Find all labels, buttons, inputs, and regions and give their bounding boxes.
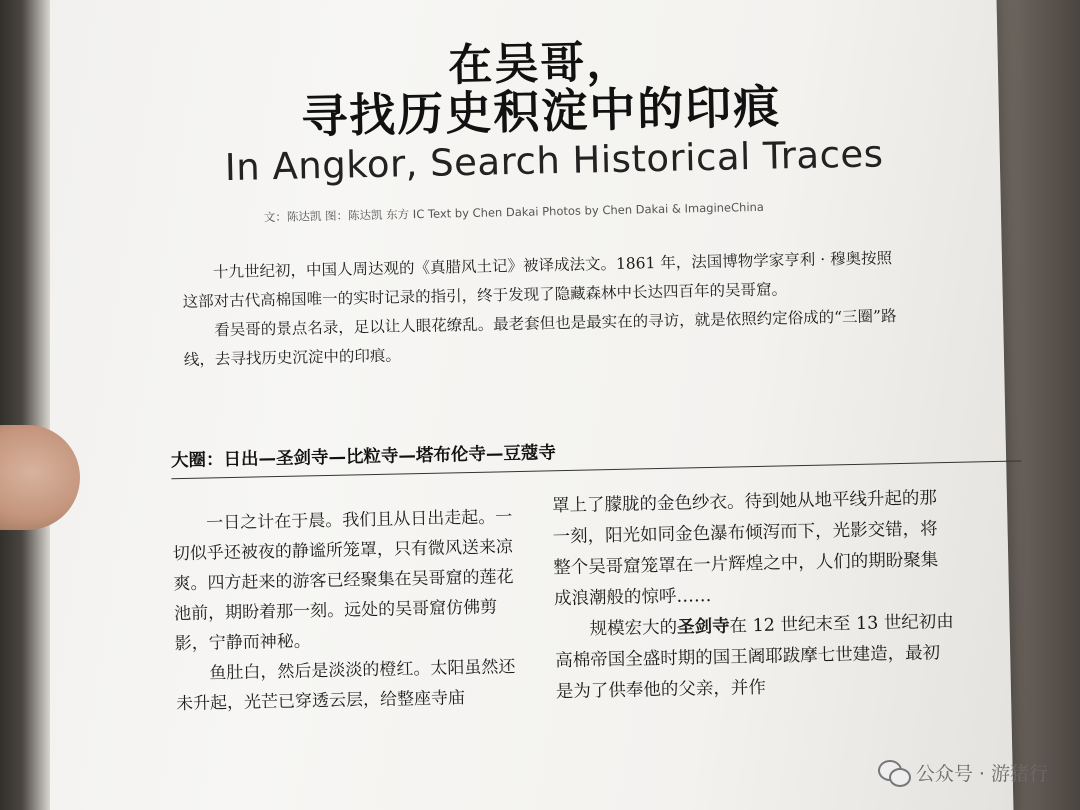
- body-paragraph: 鱼肚白，然后是淡淡的橙红。太阳虽然还未升起，光芒已穿透云层，给整座寺庙: [175, 657, 516, 715]
- book-spine-edge: [0, 0, 50, 810]
- intro-paragraph: 看吴哥的景点名录，足以让人眼花缭乱。最老套但也是最实在的寻访，就是依照约定俗成的“三圈”路线，去寻找历史沉淀中的印痕。: [183, 307, 897, 369]
- watermark: [878, 759, 1048, 786]
- magazine-page: [21, 0, 1013, 810]
- intro-text: [182, 244, 904, 375]
- text-run: 在 12 世纪末至 13 世纪初由高棉帝国全盛时期的国王阇耶跋摩七世建造，最初是为了供奉他的父亲，并作: [555, 611, 955, 703]
- title-cn-line2: 寻找历史积淀中的印痕: [300, 79, 782, 144]
- title-cn-line1: 在吴哥，: [447, 36, 633, 92]
- text-run: 规模宏大的: [589, 617, 678, 640]
- highlight-term: 圣剑寺: [676, 616, 730, 638]
- right-column: [552, 483, 956, 708]
- credits: 文：陈达凯 图：陈达凯 东方 IC Text by Chen Dakai Photos by Chen Dakai & ImagineChina: [263, 199, 765, 225]
- left-column: [172, 502, 516, 719]
- body-paragraph: 罩上了朦胧的金色纱衣。待到她从地平线升起的那一刻，阳光如同金色瀑布倾泻而下，光影交错，将整个吴哥窟笼罩在一片辉煌之中，人们的期盼聚集成浪潮般的惊呼……: [551, 488, 939, 610]
- body-paragraph: [554, 607, 956, 708]
- watermark-text: 公众号 · 游猪行: [915, 763, 1048, 785]
- intro-paragraph: 十九世纪初，中国人周达观的《真腊风土记》被译成法文。1861 年，法国博物学家亨利 · 穆奥按照这部对古代高棉国唯一的实时记录的指引，终于发现了隐藏森林中长达四百年的吴哥窟。: [182, 249, 893, 311]
- section-heading: 大圈：日出—圣剑寺—比粒寺—塔布伦寺—豆蔻寺: [171, 429, 1021, 479]
- body-paragraph: 一日之计在于晨。我们且从日出走起。一切似乎还被夜的静谧所笼罩，只有微风送来凉爽。四方赶来的游客已经聚集在吴哥窟的莲花池前，期盼着那一刻。远处的吴哥窟仿佛剪影，宁静而神秘。: [172, 507, 514, 655]
- wechat-icon: [878, 760, 908, 786]
- title-en: In Angkor, Search Historical Traces: [224, 132, 884, 190]
